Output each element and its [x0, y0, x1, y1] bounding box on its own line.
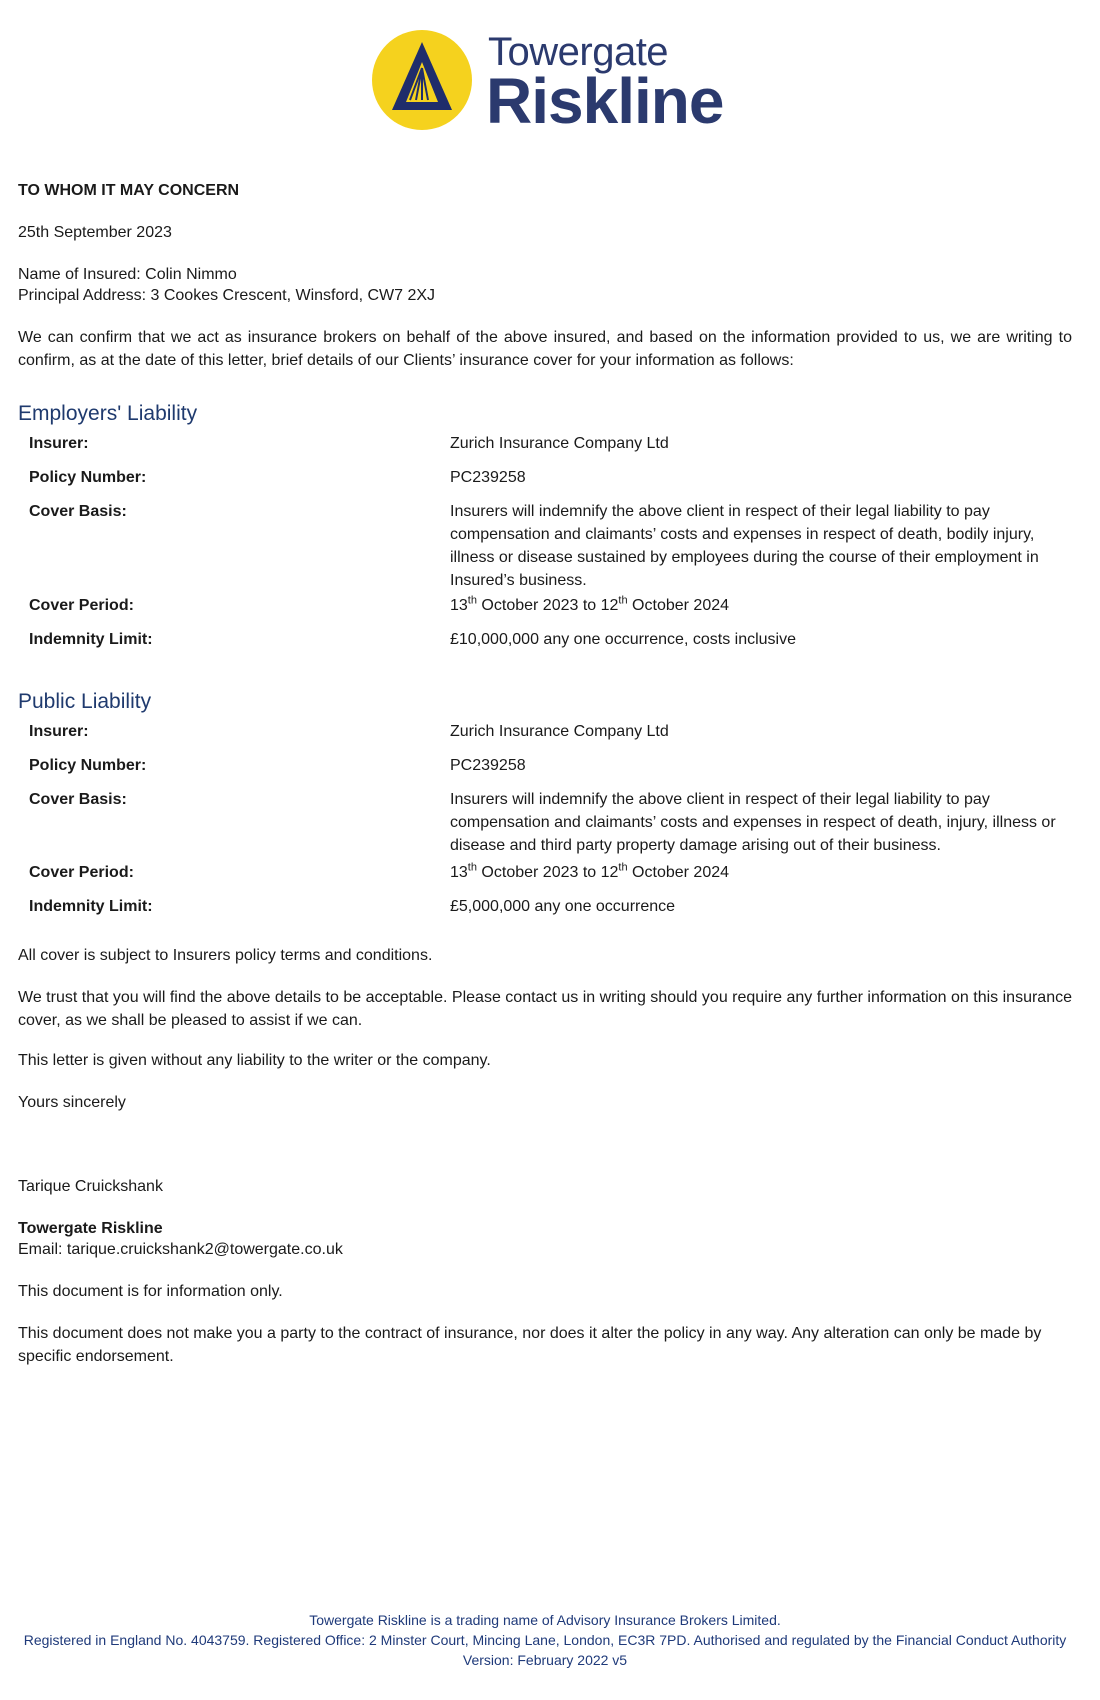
- company-name: Towergate Riskline: [18, 1220, 163, 1237]
- insured-name: Name of Insured: Colin Nimmo: [18, 266, 237, 283]
- el-cover-period-value: 13th October 2023 to 12th October 2024: [450, 594, 730, 614]
- footer-version: Version: February 2022 v5: [462, 1652, 628, 1668]
- pl-insurer-label: Insurer:: [29, 723, 89, 740]
- el-cover-basis-label: Cover Basis:: [29, 503, 127, 520]
- el-indemnity-limit-value: £10,000,000 any one occurrence, costs inclusive: [450, 631, 796, 648]
- el-insurer-label: Insurer:: [29, 435, 89, 452]
- disclaimer-paragraph: This document does not make you a party to the contract of insurance, nor does it alter the policy in any way. Any alteration can only be made by specific endorsement.: [18, 1325, 1042, 1365]
- footer-registration: Registered in England No. 4043759. Registered Office: 2 Minster Court, Mincing Lane, London, EC3R 7PD. Authorised and regulated by the Financial Conduct Authority: [23, 1632, 1067, 1648]
- employers-liability-heading: Employers' Liability: [18, 402, 198, 425]
- subject-to-terms-text: All cover is subject to Insurers policy terms and conditions.: [18, 947, 433, 964]
- principal-address: Principal Address: 3 Cookes Crescent, Winsford, CW7 2XJ: [18, 287, 436, 304]
- footer: [18, 1610, 1072, 1670]
- pl-cover-period-label: Cover Period:: [29, 864, 134, 881]
- pl-indemnity-limit-value: £5,000,000 any one occurrence: [450, 898, 676, 915]
- el-insurer-value: Zurich Insurance Company Ltd: [450, 435, 669, 452]
- pl-insurer-value: Zurich Insurance Company Ltd: [450, 723, 669, 740]
- logo-emblem-icon: [370, 28, 474, 132]
- towergate-riskline-logo: [370, 26, 730, 138]
- public-liability-heading: Public Liability: [18, 690, 152, 713]
- el-indemnity-limit-label: Indemnity Limit:: [29, 631, 153, 648]
- pl-cover-basis-label: Cover Basis:: [29, 791, 127, 808]
- contact-email: Email: tarique.cruickshank2@towergate.co.uk: [18, 1241, 343, 1258]
- el-policy-number-label: Policy Number:: [29, 469, 147, 486]
- intro-paragraph: We can confirm that we act as insurance brokers on behalf of the above insured, and based on the information provided to us, we are writing to confirm, as at the date of this letter, brief details of our Clients’ insurance cover for your information as follows:: [18, 329, 1072, 369]
- info-only-text: This document is for information only.: [18, 1283, 283, 1300]
- pl-policy-number-value: PC239258: [450, 757, 526, 774]
- pl-cover-period-value: 13th October 2023 to 12th October 2024: [450, 861, 730, 881]
- pl-policy-number-label: Policy Number:: [29, 757, 147, 774]
- logo-text-riskline: Riskline: [486, 65, 724, 137]
- pl-cover-basis-value: Insurers will indemnify the above client in respect of their legal liability to pay compensation and claimants’ costs and expenses in respect of death, injury, illness or disease and third party property damage arising out of their business.: [450, 791, 1056, 854]
- sign-off: Yours sincerely: [18, 1094, 126, 1111]
- salutation-heading: TO WHOM IT MAY CONCERN: [18, 182, 240, 199]
- logo-text-towergate: Towergate: [488, 30, 669, 74]
- trust-paragraph: We trust that you will find the above details to be acceptable. Please contact us in writing should you require any further information on this insurance cover, as we shall be pleased to assist if we can.: [18, 989, 1072, 1029]
- letter-date: 25th September 2023: [18, 224, 172, 241]
- signatory-name: Tarique Cruickshank: [18, 1178, 163, 1195]
- footer-trading-name: Towergate Riskline is a trading name of Advisory Insurance Brokers Limited.: [309, 1612, 781, 1628]
- pl-indemnity-limit-label: Indemnity Limit:: [29, 898, 153, 915]
- no-liability-text: This letter is given without any liability to the writer or the company.: [18, 1052, 491, 1069]
- el-policy-number-value: PC239258: [450, 469, 526, 486]
- el-cover-basis-value: Insurers will indemnify the above client in respect of their legal liability to pay compensation and claimants’ costs and expenses in respect of death, bodily injury, illness or disease sustained by employees during the course of their employment in Insured’s business.: [450, 503, 1039, 589]
- el-cover-period-label: Cover Period:: [29, 597, 134, 614]
